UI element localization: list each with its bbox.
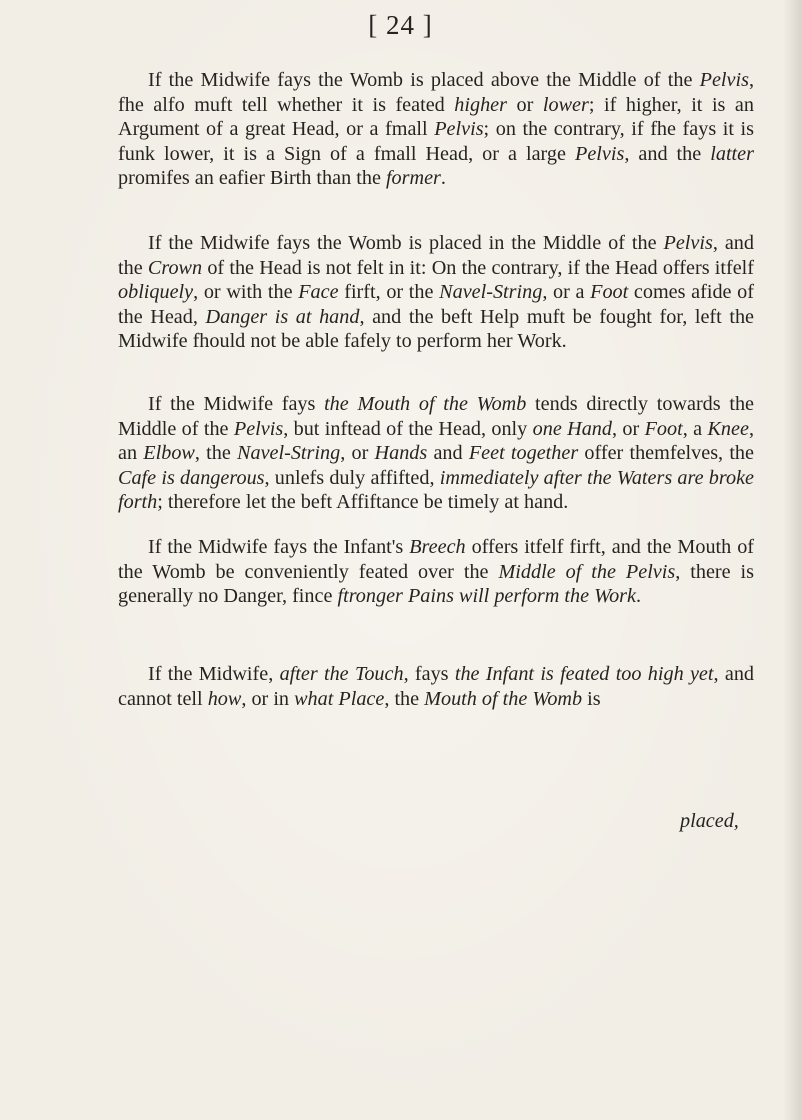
italic-run: latter <box>710 142 754 165</box>
text-run: of the Head is not felt in it: On the contrary, if the Head offers itfelf <box>202 256 754 279</box>
text-run: , and cannot tell <box>118 663 755 710</box>
text-run: and <box>427 442 469 464</box>
text-run: , an <box>118 417 754 464</box>
text-run: , but inftead of the Head, only <box>283 417 533 440</box>
text-run: , or with the <box>193 281 299 303</box>
text-run: promifes an eafier Birth than the <box>118 167 386 189</box>
italic-run: Hands <box>374 442 428 464</box>
italic-run: Navel-String <box>237 442 341 464</box>
italic-run: Foot <box>590 281 629 303</box>
italic-run: Pelvis <box>663 232 713 254</box>
text-run: . <box>440 167 446 189</box>
italic-run: Breech <box>409 536 466 558</box>
italic-run: Feet together <box>468 442 579 464</box>
text-run: tends directly towards the Middle of the <box>118 393 754 440</box>
italic-run: the Infant is feated too high yet <box>454 663 714 685</box>
text-run: , there is generally no Danger, fince <box>118 560 755 607</box>
text-run: , fays <box>403 663 455 685</box>
text-run: offers itfelf firft, and the Mouth of the Womb be conveniently feated over the <box>118 536 755 583</box>
italic-run: Pelvis <box>574 142 625 165</box>
paragraph-4 <box>118 535 754 609</box>
italic-run: how <box>207 687 242 710</box>
paragraph-3 <box>118 392 754 515</box>
italic-run: Mouth of the Womb <box>424 687 583 710</box>
paragraph-1 <box>118 68 754 191</box>
text-run: If the Midwife fays the Womb is placed in the Middle of the <box>148 232 664 254</box>
text-run: , a <box>682 417 708 440</box>
italic-run: one Hand <box>532 417 612 440</box>
text-run: ; on the contrary, if fhe fays it is funk lower, it is a Sign of a fmall Head, or a large <box>118 118 754 165</box>
italic-run: Face <box>298 281 339 303</box>
text-run: , or <box>612 417 645 440</box>
text-run: , unlefs duly affifted, <box>264 466 440 489</box>
paragraph-2 <box>118 231 754 354</box>
italic-run: Pelvis <box>233 417 284 440</box>
italic-run: immediately after the Waters are broke forth <box>118 466 754 513</box>
italic-run: the Mouth of the Womb <box>324 393 527 415</box>
text-run: If the Midwife fays the Infant's <box>148 536 410 558</box>
italic-run: Crown <box>147 256 203 279</box>
italic-run: obliquely <box>118 281 194 303</box>
italic-run: former <box>385 167 441 189</box>
text-run: If the Midwife fays the Womb is placed above the Middle of the <box>148 69 700 91</box>
text-run: firft, or the <box>338 281 440 303</box>
italic-run: Pelvis <box>699 69 749 91</box>
text-run: If the Midwife, <box>148 663 280 685</box>
text-run: If the Midwife fays <box>148 393 325 415</box>
text-run: , or in <box>241 687 295 710</box>
paragraph-5 <box>118 662 754 711</box>
italic-run: Pelvis <box>434 118 484 140</box>
catchword: placed, <box>680 810 739 832</box>
italic-run: Foot <box>644 417 683 440</box>
text-run: , and the <box>624 142 711 165</box>
text-run: or <box>507 93 543 116</box>
italic-run: Knee <box>707 417 749 440</box>
italic-run: ftronger Pains will perform the Work <box>337 585 636 607</box>
text-run: , fhe alfo muft tell whether it is feated <box>118 69 754 116</box>
text-run: comes afide of the Head, <box>118 281 754 328</box>
text-run: , or <box>340 442 375 464</box>
text-run: offer themfelves, the <box>578 442 754 464</box>
italic-run: Danger is at hand <box>205 305 360 328</box>
italic-run: Navel-String <box>439 281 543 303</box>
page-edge-shadow <box>783 0 801 1120</box>
italic-run: lower <box>542 93 589 116</box>
text-run: ; if higher, it is an Argument of a great Head, or a fmall <box>118 93 754 140</box>
text-run: ; therefore let the beft Affiftance be timely at hand. <box>157 491 569 513</box>
italic-run: higher <box>454 93 508 116</box>
italic-run: after the Touch <box>279 663 404 685</box>
italic-run: Cafe is dangerous <box>118 466 265 489</box>
text-run: , the <box>384 687 425 710</box>
text-run: . <box>636 585 642 607</box>
page-number: [ 24 ] <box>368 10 433 40</box>
text-run: , and the beft Help muft be fought for, left the Midwife fhould not be able fafely to perform her Work. <box>118 305 754 352</box>
italic-run: Middle of the Pelvis <box>498 560 676 583</box>
italic-run: what Place <box>294 687 385 710</box>
text-run: is <box>582 687 601 710</box>
text-run: , or a <box>542 281 591 303</box>
italic-run: Elbow <box>143 442 195 464</box>
text-run: , and the <box>118 232 754 279</box>
text-run: , the <box>194 442 238 464</box>
